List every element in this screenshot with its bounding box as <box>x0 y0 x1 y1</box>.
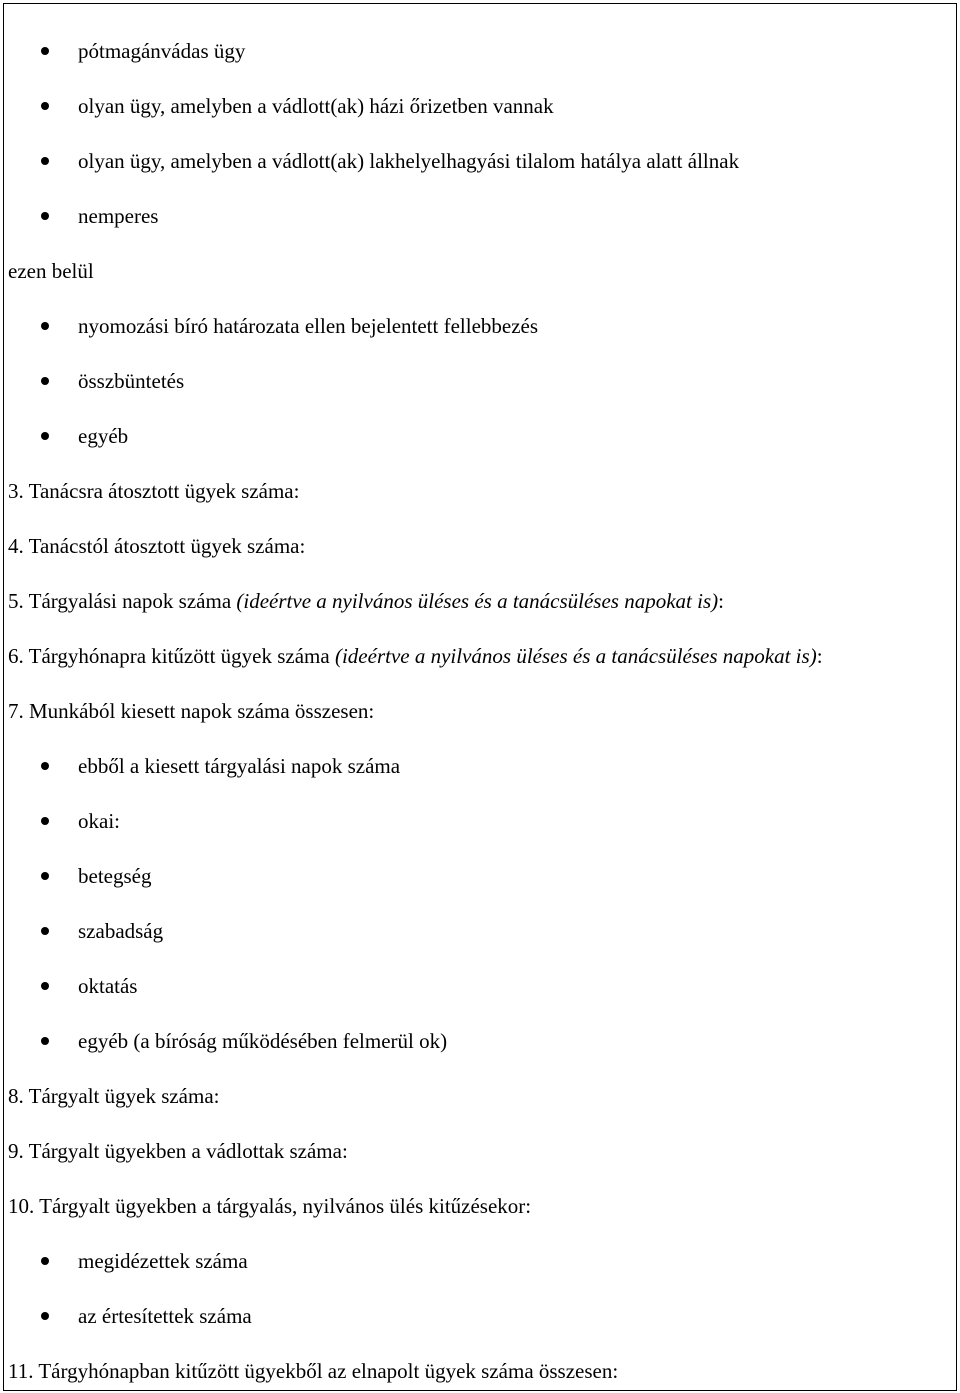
section-line-text: 9. Tárgyalt ügyekben a vádlottak száma: <box>8 1139 348 1163</box>
list-item-text: pótmagánvádas ügy <box>78 39 246 63</box>
bullet-icon <box>41 927 49 935</box>
bullet-icon <box>41 1037 49 1045</box>
bullet-icon <box>41 212 49 220</box>
list-item-text: betegség <box>78 864 152 888</box>
list-item-text: megidézettek száma <box>78 1249 248 1273</box>
list-item-text: egyéb (a bíróság működésében felmerül ok) <box>78 1029 448 1053</box>
section-line-text: 10. Tárgyalt ügyekben a tárgyalás, nyilvános ülés kitűzésekor: <box>8 1194 532 1218</box>
list-item-text: ebből a kiesett tárgyalási napok száma <box>78 754 401 778</box>
list-item-text: okai: <box>78 809 120 833</box>
list-item-text: oktatás <box>78 974 138 998</box>
list-item-text: összbüntetés <box>78 369 185 393</box>
section-line-colon: : <box>816 644 823 668</box>
section-line-text: 4. Tanácstól átosztott ügyek száma: <box>8 534 306 558</box>
bullet-icon <box>41 1312 49 1320</box>
list-item-text: olyan ügy, amelyben a vádlott(ak) lakhelyelhagyási tilalom hatálya alatt állnak <box>78 149 740 173</box>
section-line-text: ezen belül <box>8 259 94 283</box>
section-line-text <box>8 586 724 616</box>
list-item-text: szabadság <box>78 919 164 943</box>
bullet-icon <box>41 872 49 880</box>
section-line-note: (ideértve a nyilvános üléses és a tanácsüléses napokat is) <box>334 644 817 668</box>
bullet-icon <box>41 982 49 990</box>
bullet-icon <box>41 157 49 165</box>
section-line-main: 6. Tárgyhónapra kitűzött ügyek száma <box>8 644 335 668</box>
bullet-icon <box>41 322 49 330</box>
section-line-text <box>8 641 823 671</box>
section-line-text: 7. Munkából kiesett napok száma összesen: <box>8 699 375 723</box>
section-line-colon: : <box>718 589 724 613</box>
bullet-icon <box>41 377 49 385</box>
bullet-icon <box>41 1257 49 1265</box>
section-line-main: 5. Tárgyalási napok száma <box>8 589 237 613</box>
section-line-note: (ideértve a nyilvános üléses és a tanácsüléses napokat is) <box>236 589 719 613</box>
bullet-icon <box>41 817 49 825</box>
bullet-icon <box>41 432 49 440</box>
bullet-icon <box>41 47 49 55</box>
list-item-text: olyan ügy, amelyben a vádlott(ak) házi őrizetben vannak <box>78 94 554 118</box>
bullet-icon <box>41 762 49 770</box>
list-item-text: az értesítettek száma <box>78 1304 252 1328</box>
bullet-icon <box>41 102 49 110</box>
section-line-text: 11. Tárgyhónapban kitűzött ügyekből az elnapolt ügyek száma összesen: <box>8 1359 619 1383</box>
section-line-text: 8. Tárgyalt ügyek száma: <box>8 1084 220 1108</box>
section-line-text: 3. Tanácsra átosztott ügyek száma: <box>8 479 300 503</box>
list-item-text: nyomozási bíró határozata ellen bejelentett fellebbezés <box>78 314 539 338</box>
list-item-text: nemperes <box>78 204 159 228</box>
list-item-text: egyéb <box>78 424 129 448</box>
